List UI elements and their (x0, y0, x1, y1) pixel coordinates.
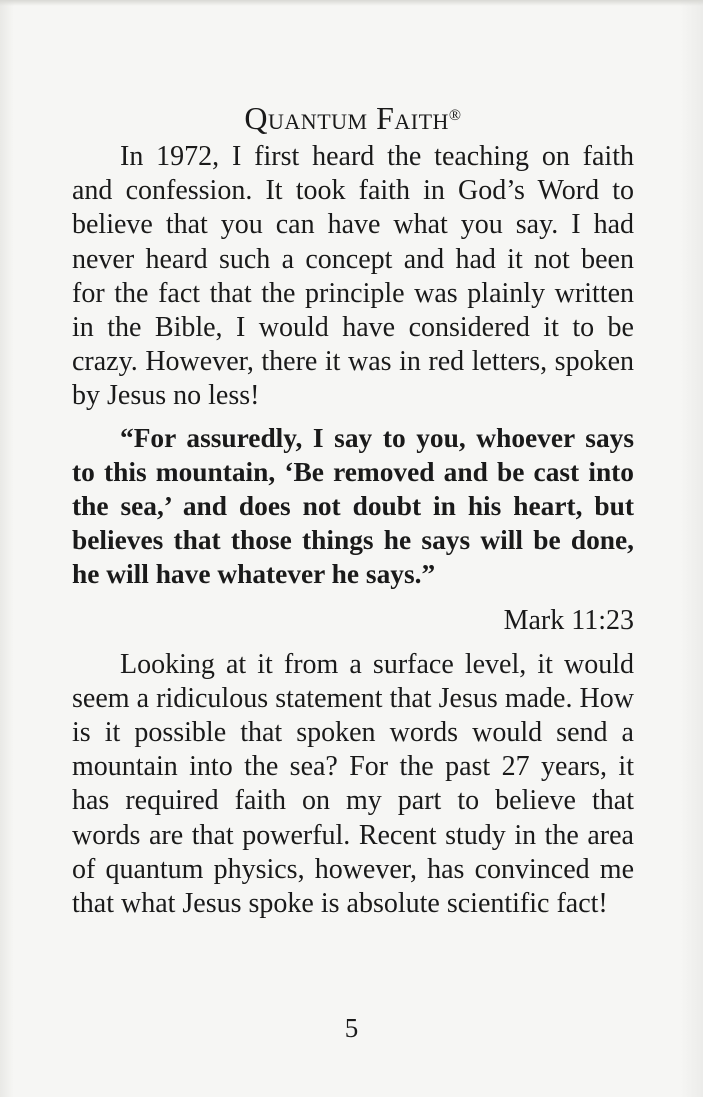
page-top-edge (0, 0, 703, 6)
scripture-quote: “For assuredly, I say to you, whoever says to this mountain, ‘Be removed and be cast into the sea,’ and does not doubt in his heart, but believes that those things he says will be done, he will have whatever he says.” (72, 422, 634, 590)
closing-paragraph: Looking at it from a surface level, it would seem a ridiculous statement that Jesus made. How is it possible that spoken words would send a mountain into the sea? For the past 27 years, it has required faith on my part to believe that words are that powerful. Recent study in the area of quantum physics, however, has convinced me that what Jesus spoke is absolute scientific fact! (72, 648, 634, 920)
intro-paragraph: In 1972, I first heard the teaching on faith and confession. It took faith in God’s Word to believe that you can have what you say. I had never heard such a concept and had it not been for the fact that the principle was plainly written in the Bible, I would have considered it to be crazy. However, there it was in red letters, spoken by Jesus no less! (72, 141, 634, 412)
scripture-citation: Mark 11:23 (503, 604, 634, 636)
page-number: 5 (344, 1013, 359, 1043)
chapter-title (72, 98, 634, 138)
registered-mark: ® (448, 107, 462, 124)
chapter-title-text: Quantum Faith (244, 100, 449, 136)
page-content (72, 98, 634, 921)
